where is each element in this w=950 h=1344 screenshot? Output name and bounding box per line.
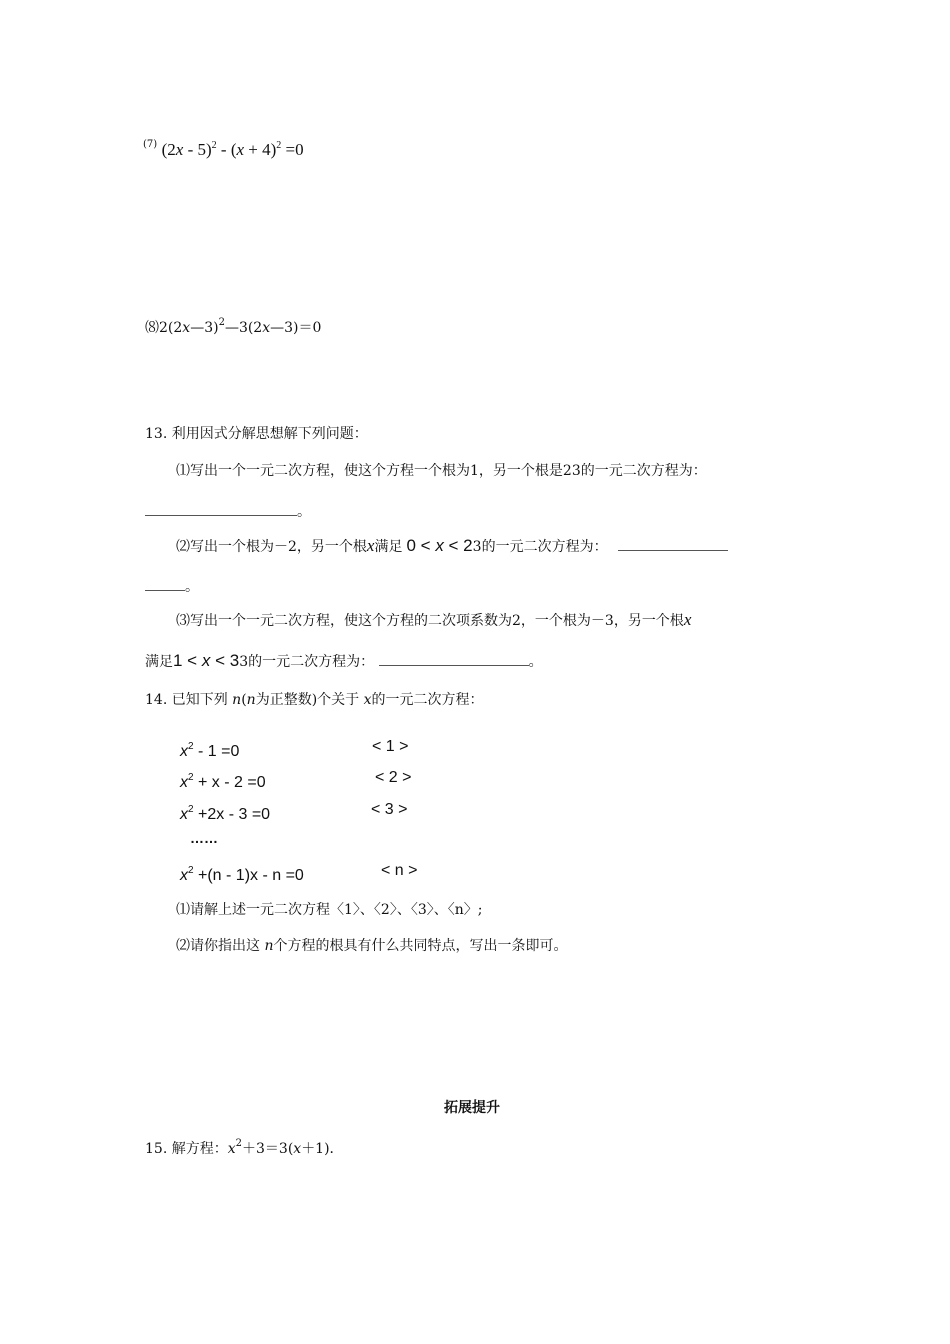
- question-13-part-3: ⑶写出一个一元二次方程，使这个方程的二次项系数为2，一个根为－3，另一个根x: [176, 610, 692, 629]
- equation-row-1: $x^2 - 1 =0$: [180, 741, 240, 760]
- section-heading: 拓展提升: [444, 1100, 500, 1116]
- equation-tag-3: < 3 >: [371, 801, 408, 818]
- equation-row-n: $x^2 +(n - 1)x - n =0$: [180, 865, 304, 884]
- question-13-title: 13. 利用因式分解思想解下列问题：: [145, 426, 368, 442]
- question-13-part-2-answer: 。: [145, 577, 199, 597]
- problem-7-equation: $(2x - 5)^2 - (x + 4)^2 =0$: [161, 140, 304, 159]
- problem-7-number: (7): [143, 139, 158, 150]
- question-14-part-1: ⑴请解上述一元二次方程〈1〉、〈2〉、〈3〉、〈n〉;: [176, 902, 483, 918]
- answer-blank[interactable]: [618, 538, 728, 551]
- answer-blank[interactable]: [379, 653, 529, 666]
- equation-row-3: $x^2 +2x - 3 =0$: [180, 804, 271, 823]
- equation-tag-2: < 2 >: [375, 769, 412, 786]
- problem-7: [143, 135, 304, 161]
- question-13-part-2: ⑵写出一个根为－2，另一个根x满足 0 < x < 23的一元二次方程为：: [176, 536, 728, 557]
- ellipsis: ……: [190, 830, 218, 846]
- question-14-part-2: ⑵请你指出这 n个方程的根具有什么共同特点，写出一条即可。: [176, 938, 568, 954]
- question-15: 15. 解方程：$x^2+3=3(x+1)$．: [145, 1138, 344, 1157]
- question-13-part-3-cont: 满足1 < x < 33的一元二次方程为： 。: [145, 651, 543, 670]
- equation-tag-n: < n >: [381, 862, 418, 879]
- question-13-part-1: ⑴写出一个一元二次方程，使这个方程一个根为1，另一个根是23的一元二次方程为：: [176, 463, 707, 479]
- equation-row-2: $x^2 + x - 2 =0$: [180, 772, 266, 791]
- equation-tag-1: < 1 >: [372, 738, 409, 755]
- answer-blank[interactable]: [145, 503, 297, 516]
- question-13-part-1-answer: 。: [145, 502, 311, 522]
- question-14-title: 14. 已知下列 n(n为正整数)个关于 x的一元二次方程：: [145, 692, 484, 708]
- answer-blank[interactable]: [145, 578, 185, 591]
- problem-8: ⑻2(2x—3)$^2$—3(2x—3)＝0: [145, 317, 322, 336]
